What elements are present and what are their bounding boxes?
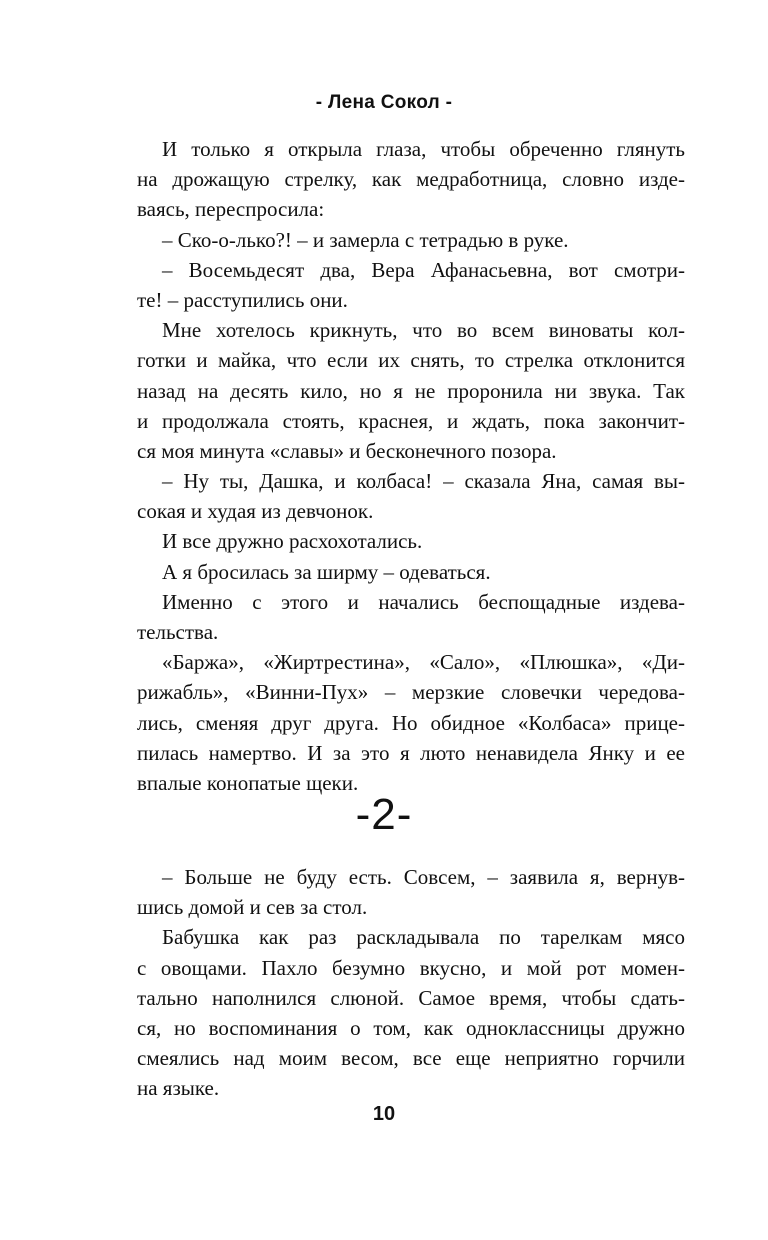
page-number: 10: [372, 1103, 396, 1125]
body-text-section-1: [137, 134, 685, 798]
text-line: И все дружно расхохотались.: [162, 529, 423, 554]
text-line: ваясь, переспросила:: [137, 197, 325, 222]
text-line: и продолжала стоять, краснея, и ждать, пока закончит-: [137, 408, 685, 433]
text-line: – Ско-о-лько?! – и замерла с тетрадью в руке.: [162, 227, 569, 252]
text-line: смеялись над моим весом, все еще неприятно горчили: [137, 1046, 685, 1071]
text-line: тельства.: [137, 620, 219, 644]
text-line: рижабль», «Винни-Пух» – мерзкие словечки чередова-: [137, 680, 685, 705]
text-line: Бабушка как раз раскладывала по тарелкам мясо: [162, 925, 685, 950]
text-line: – Ну ты, Дашка, и колбаса! – сказала Яна, самая вы-: [162, 469, 685, 494]
chapter-number: -2-: [355, 790, 413, 839]
text-line: – Больше не буду есть. Совсем, – заявила я, вернув-: [162, 865, 685, 889]
text-line: – Восемьдесят два, Вера Афанасьевна, вот смотри-: [162, 257, 685, 282]
text-line: впалые конопатые щеки.: [137, 770, 359, 795]
text-line: Мне хотелось крикнуть, что во всем виноваты кол-: [162, 318, 685, 343]
text-line: тально наполнился слюной. Самое время, чтобы сдать-: [137, 985, 685, 1010]
text-line: с овощами. Пахло безумно вкусно, и мой рот момен-: [137, 955, 685, 980]
text-line: лись, сменяя друг друга. Но обидное «Колбаса» прице-: [137, 710, 685, 735]
text-line: на дрожащую стрелку, как медработница, словно изде-: [137, 167, 685, 192]
text-line: И только я открыла глаза, чтобы обреченно глянуть: [162, 137, 685, 161]
text-line: назад на десять кило, но я не проронила ни звука. Так: [137, 378, 685, 403]
text-line: А я бросилась за ширму – одеваться.: [162, 559, 491, 584]
text-line: «Баржа», «Жиртрестина», «Сало», «Плюшка», «Ди-: [162, 650, 685, 675]
text-line: шись домой и сев за стол.: [137, 895, 368, 920]
text-line: сокая и худая из девчонок.: [137, 499, 374, 524]
text-line: на языке.: [137, 1076, 220, 1101]
text-line: ся, но воспоминания о том, как одноклассницы дружно: [137, 1015, 685, 1040]
text-line: те! – расступились они.: [137, 287, 348, 312]
text-line: пилась намертво. И за это я люто ненавидела Янку и ее: [137, 740, 685, 765]
running-header: - Лена Сокол -: [315, 92, 453, 113]
text-line: готки и майка, что если их снять, то стрелка отклонится: [137, 348, 685, 373]
body-text-section-2: [137, 862, 685, 1104]
text-line: Именно с этого и начались беспощадные издева-: [162, 589, 685, 614]
text-line: ся моя минута «славы» и бесконечного позора.: [137, 438, 557, 463]
